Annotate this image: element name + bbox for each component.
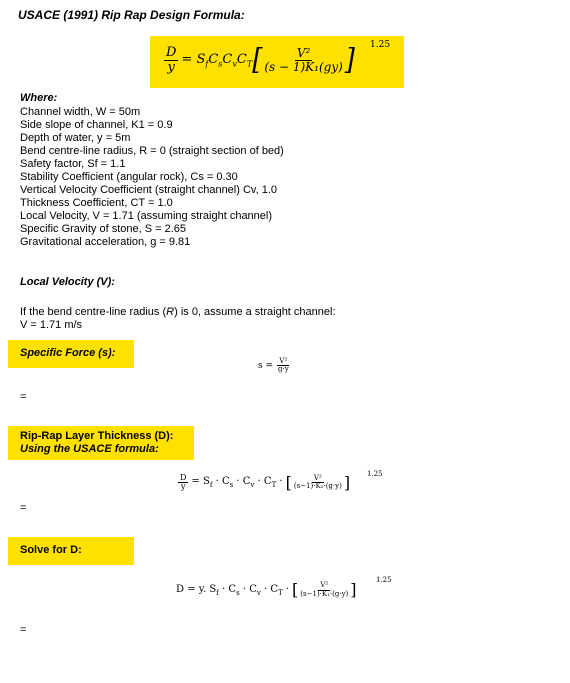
solve-heading: Solve for D: [8, 537, 134, 565]
th-eq-exponent: 1.25 [367, 470, 383, 478]
specific-force-equation [258, 358, 291, 374]
note-post: ) is 0, assume a straight channel: [174, 306, 336, 318]
where-item: Safety factor, Sf = 1.1 [20, 158, 126, 170]
th-eq-fraction [292, 475, 344, 491]
formula-cv-sub: v [232, 59, 237, 69]
where-item: Channel width, W = 50m [20, 106, 141, 118]
formula-lhs-fraction [164, 46, 178, 74]
note-r: R [166, 306, 175, 318]
sf-eq-den: g·y [278, 365, 289, 374]
formula-rhs [181, 52, 252, 69]
main-formula [150, 36, 404, 88]
solve-result: = [20, 624, 27, 636]
where-item: Side slope of channel, K1 = 0.9 [20, 119, 173, 131]
page-title: USACE (1991) Rip Rap Design Formula: [18, 8, 245, 22]
where-item: Local Velocity, V = 1.71 (assuming straight channel) [20, 210, 273, 222]
formula-sf-sub: f [205, 59, 209, 69]
thickness-heading [8, 426, 194, 460]
sf-eq-num: V² [279, 357, 288, 365]
th-eq-rhs: = $S_f \cdot C_s \cdot C_v \cdot C_T$ · [191, 476, 283, 490]
formula-cv: C [222, 51, 233, 67]
note-pre: If the bend centre-line radius ( [20, 306, 167, 318]
where-label: Where: [20, 92, 58, 104]
th-eq-frac-den: (s−1)·K₁·(g·y) [293, 482, 342, 491]
where-item: Thickness Coefficient, CT = 1.0 [20, 197, 173, 209]
solve-equation [176, 582, 357, 598]
where-item: Specific Gravity of stone, S = 2.65 [20, 223, 186, 235]
where-item: Gravitational acceleration, g = 9.81 [20, 236, 191, 248]
local-velocity-note [20, 306, 336, 318]
solve-eq-right-bracket: ] [350, 580, 357, 599]
formula-frac-num: V² [296, 46, 311, 61]
formula-frac-den: (s − 1)K₁(gy) [264, 59, 343, 74]
where-item: Vertical Velocity Coefficient (straight channel) Cv, 1.0 [20, 184, 277, 196]
sf-eq-fraction [276, 358, 291, 374]
local-velocity-value: V = 1.71 m/s [20, 319, 83, 331]
formula-sf: = S [181, 51, 206, 67]
where-item: Stability Coefficient (angular rock), Cs = 0.30 [20, 171, 238, 183]
formula-right-bracket: ] [344, 43, 355, 77]
where-item: Bend centre-line radius, R = 0 (straight section of bed) [20, 145, 284, 157]
thickness-result: = [20, 502, 27, 514]
specific-force-result: = [20, 391, 27, 403]
sf-eq-lhs: s = [258, 360, 274, 371]
solve-eq-rhs: D = y. $S_f \cdot C_s \cdot C_v \cdot C_T$ · [176, 583, 290, 597]
local-velocity-heading: Local Velocity (V): [20, 276, 115, 288]
solve-eq-frac-den: (s−1)·K₁·(g·y) [300, 589, 349, 598]
thickness-heading-line1: Rip-Rap Layer Thickness (D): [20, 430, 174, 442]
th-eq-lhs-fraction [178, 474, 188, 492]
formula-left-bracket: [ [252, 43, 263, 77]
th-eq-left-bracket: [ [285, 472, 292, 492]
solve-eq-left-bracket: [ [292, 580, 299, 599]
formula-cs-sub: s [218, 59, 223, 69]
formula-exponent: 1.25 [370, 40, 391, 50]
where-list [20, 106, 284, 249]
formula-lhs-num: D [166, 45, 177, 60]
th-eq-lhs-num: D [180, 473, 187, 482]
thickness-equation [178, 474, 350, 492]
solve-eq-fraction [298, 582, 350, 598]
formula-cs: C [208, 51, 219, 67]
formula-lhs-den: y [167, 59, 175, 75]
formula-bracket-fraction [262, 47, 344, 73]
formula-ct-sub: T [246, 59, 253, 69]
specific-force-heading: Specific Force (s): [8, 340, 134, 368]
solve-eq-frac-num: V² [320, 581, 329, 590]
th-eq-frac-num: V² [313, 474, 322, 483]
formula-ct: C [236, 51, 247, 67]
where-item: Depth of water, y = 5m [20, 132, 131, 144]
th-eq-lhs-den: y [180, 482, 186, 492]
thickness-heading-line2: Using the USACE formula: [20, 443, 159, 455]
solve-eq-exponent: 1.25 [376, 576, 392, 584]
th-eq-right-bracket: ] [343, 472, 351, 492]
